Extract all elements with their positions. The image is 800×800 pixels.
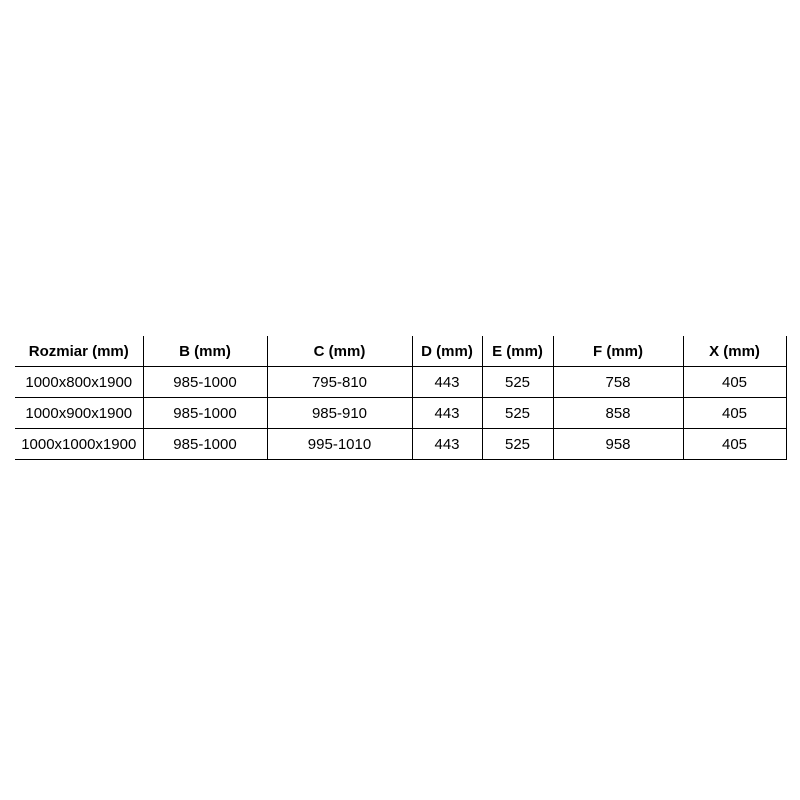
table-row xyxy=(15,429,786,460)
header-row xyxy=(15,336,786,367)
cell-x: 405 xyxy=(683,367,786,398)
cell-f: 858 xyxy=(553,398,683,429)
cell-b: 985-1000 xyxy=(143,398,267,429)
table-header xyxy=(15,336,786,367)
table-body xyxy=(15,367,786,460)
cell-x: 405 xyxy=(683,398,786,429)
column-header-d: D (mm) xyxy=(412,336,482,367)
cell-d: 443 xyxy=(412,429,482,460)
cell-f: 958 xyxy=(553,429,683,460)
cell-c: 795-810 xyxy=(267,367,412,398)
cell-c: 985-910 xyxy=(267,398,412,429)
table-row xyxy=(15,398,786,429)
cell-rozmiar: 1000x800x1900 xyxy=(15,367,143,398)
column-header-c: C (mm) xyxy=(267,336,412,367)
cell-rozmiar: 1000x1000x1900 xyxy=(15,429,143,460)
column-header-x: X (mm) xyxy=(683,336,786,367)
cell-b: 985-1000 xyxy=(143,429,267,460)
cell-e: 525 xyxy=(482,429,553,460)
cell-c: 995-1010 xyxy=(267,429,412,460)
column-header-f: F (mm) xyxy=(553,336,683,367)
cell-d: 443 xyxy=(412,398,482,429)
column-header-rozmiar: Rozmiar (mm) xyxy=(15,336,143,367)
cell-e: 525 xyxy=(482,367,553,398)
cell-e: 525 xyxy=(482,398,553,429)
dimensions-table xyxy=(15,336,787,460)
cell-x: 405 xyxy=(683,429,786,460)
cell-f: 758 xyxy=(553,367,683,398)
column-header-b: B (mm) xyxy=(143,336,267,367)
column-header-e: E (mm) xyxy=(482,336,553,367)
cell-b: 985-1000 xyxy=(143,367,267,398)
cell-rozmiar: 1000x900x1900 xyxy=(15,398,143,429)
cell-d: 443 xyxy=(412,367,482,398)
table-row xyxy=(15,367,786,398)
dimensions-table-container xyxy=(15,336,786,460)
